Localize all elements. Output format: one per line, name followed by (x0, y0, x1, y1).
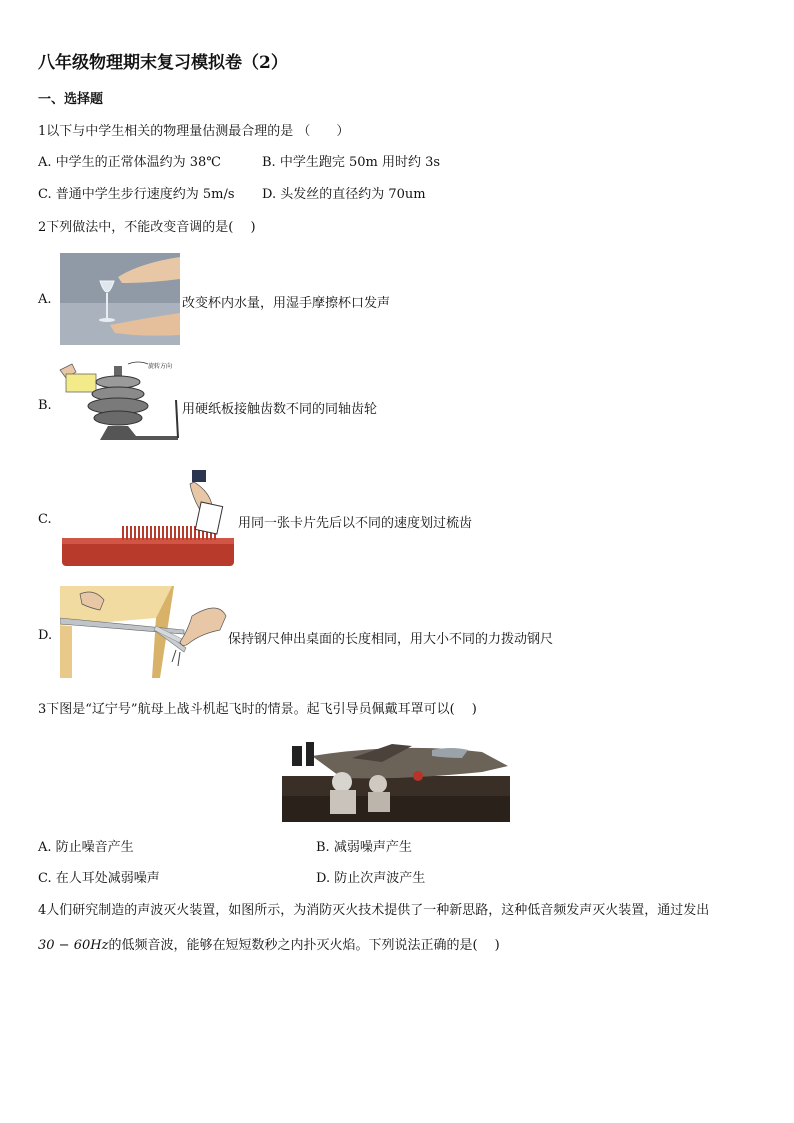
q3-option-c: C. 在人耳处减弱噪声 (38, 871, 160, 886)
q2-option-d-label: D. (38, 628, 53, 643)
q2-option-d-text: 保持钢尺伸出桌面的长度相同，用大小不同的力拨动钢尺 (228, 632, 554, 647)
q4-stem-line2 (38, 934, 500, 953)
comb-card-illustration (60, 466, 238, 572)
q4-answer-paren: ( ) (472, 938, 500, 953)
q2-stem-text: 2下列做法中，不能改变音调的是 (38, 220, 229, 235)
rotation-caption: 旋转方向 (148, 363, 173, 370)
q3-stem-text: 3下图是“辽宁号”航母上战斗机起飞时的情景。起飞引导员佩戴耳罩可以 (38, 702, 450, 717)
q1-option-a: A. 中学生的正常体温约为 38℃ (38, 155, 221, 170)
q3-option-d: D. 防止次声波产生 (316, 871, 426, 886)
steel-ruler-illustration (60, 586, 228, 678)
section-heading: 一、选择题 (38, 92, 104, 107)
wine-glass-photo (60, 253, 180, 345)
q3-option-a: A. 防止噪音产生 (38, 840, 134, 855)
q2-option-b-text: 用硬纸板接触齿数不同的同轴齿轮 (182, 402, 378, 417)
q3-stem (38, 698, 477, 717)
exam-title: 八年级物理期末复习模拟卷（2） (38, 53, 288, 73)
q1-option-c: C. 普通中学生步行速度约为 5m/s (38, 187, 235, 202)
q1-stem: 1以下与中学生相关的物理量估测最合理的是 （ ） (38, 124, 350, 139)
q4-stem-line1: 4人们研究制造的声波灭火装置，如图所示，为消防灭火技术提供了一种新思路，这种低音频发声灭火装置，通过发出 (38, 903, 710, 918)
q2-option-a-label: A. (38, 292, 52, 307)
carrier-jet-photo (282, 736, 510, 822)
q3-option-b: B. 减弱噪声产生 (316, 840, 412, 855)
q2-answer-paren: ( ) (228, 220, 256, 235)
q2-option-c-label: C. (38, 512, 52, 527)
q1-option-b: B. 中学生跑完 50m 用时约 3s (262, 155, 441, 170)
q4-frequency-math: 30 − 60Hz (38, 938, 109, 953)
q2-stem (38, 216, 256, 235)
q1-option-d: D. 头发丝的直径约为 70um (262, 187, 426, 202)
q4-stem-rest: 的低频音波，能够在短短数秒之内扑灭火焰。下列说法正确的是 (108, 938, 473, 953)
q2-option-a-text: 改变杯内水量，用湿手摩擦杯口发声 (182, 296, 391, 311)
q3-answer-paren: ( ) (449, 702, 477, 717)
q2-option-c-text: 用同一张卡片先后以不同的速度划过梳齿 (238, 516, 473, 531)
q2-option-b-label: B. (38, 398, 52, 413)
gear-wheels-illustration (58, 360, 182, 440)
